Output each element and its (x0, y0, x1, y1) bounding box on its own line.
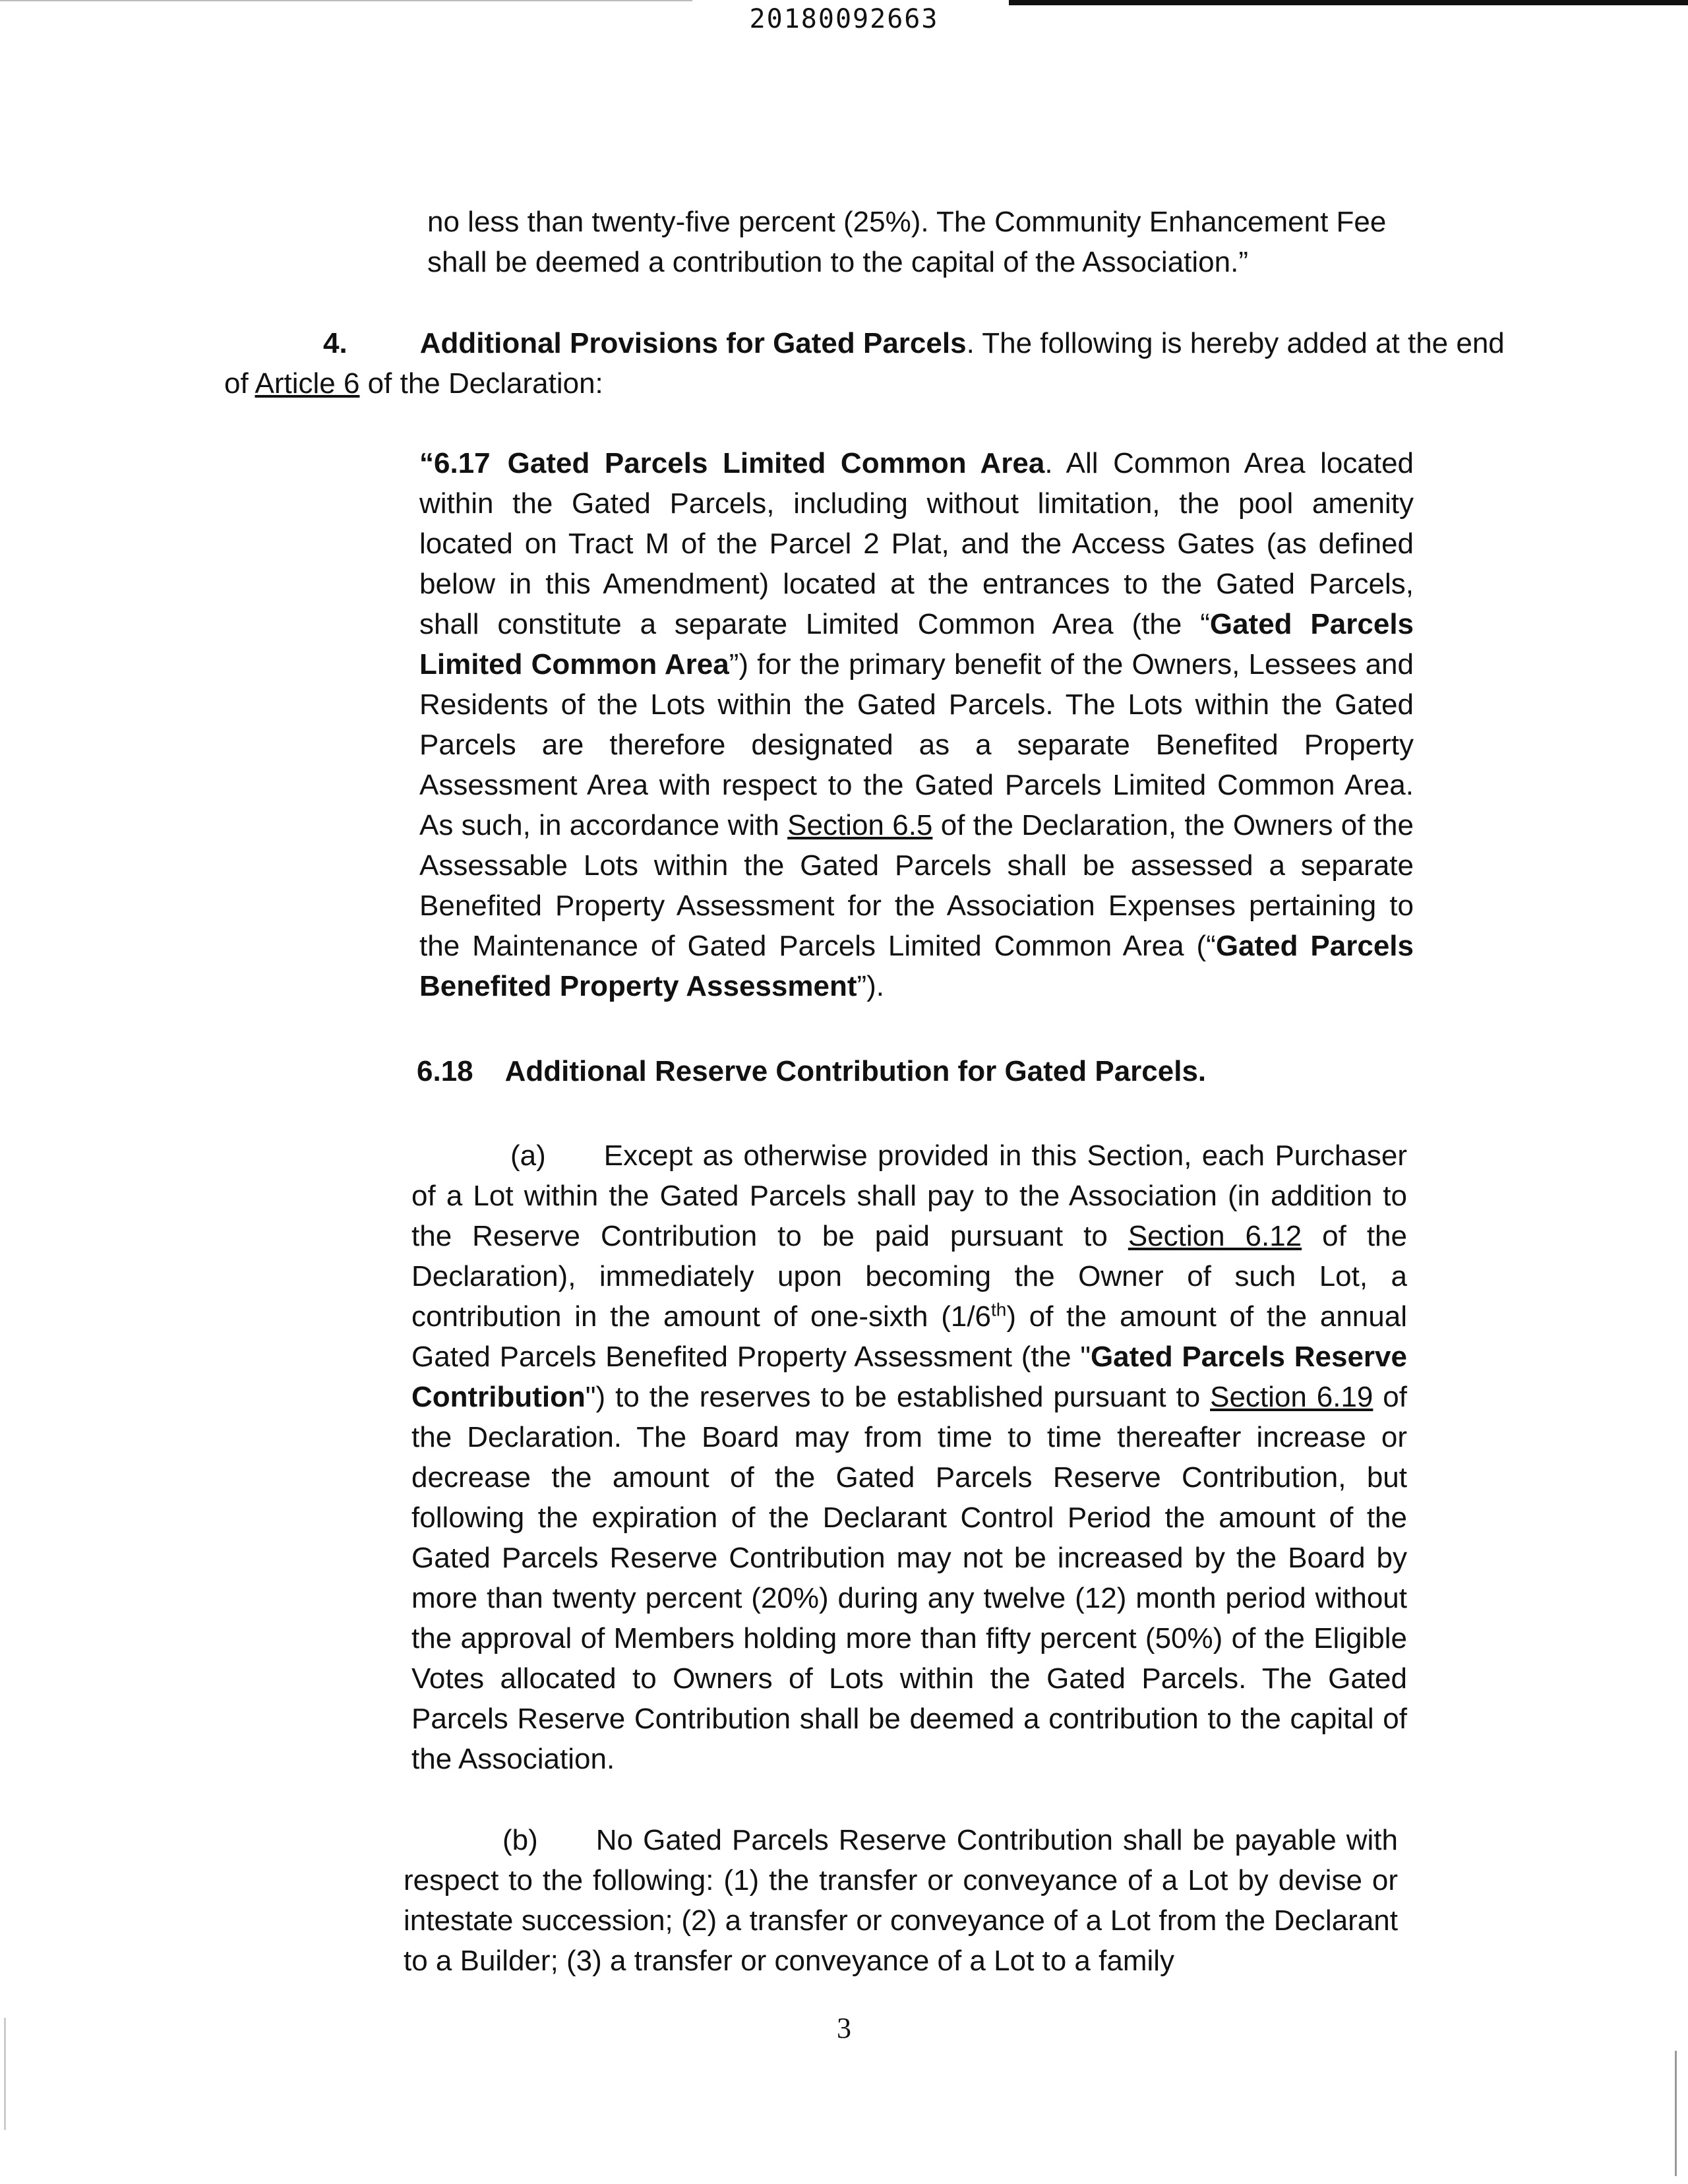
paragraph-a-label: (a) (510, 1139, 546, 1172)
continuation-paragraph (427, 202, 1423, 282)
section-6-18-heading (417, 1051, 1406, 1091)
scan-edge-right (1675, 2051, 1677, 2176)
paragraph-b-text: No Gated Parcels Reserve Contribution shall be payable with respect to the following: (1) the transfer or conveyance of a Lot by devise or intestate succession; (2) a transfer or conveyance of a Lot from the Declarant to a Builder; (3) a transfer or conveyance of a Lot to a family (404, 1824, 1398, 1977)
article-6-reference: Article 6 (255, 367, 360, 400)
paragraph-a (411, 1136, 1407, 1779)
section-6-18-number: 6.18 (417, 1055, 473, 1087)
section-6-19-reference: Section 6.19 (1210, 1381, 1373, 1413)
section-6-5-reference: Section 6.5 (787, 809, 933, 841)
superscript-th: th (991, 1299, 1007, 1320)
gated-parcels-limited-common-area-term: Gated Parcels Limited Common Area (419, 608, 1414, 681)
section-6-17-text-4: ”). (857, 970, 885, 1002)
section-6-17-label: “6.17 (419, 447, 491, 479)
section-4-title: Additional Provisions for Gated Parcels (419, 327, 967, 359)
paragraph-a-text-2: of the Declaration), immediately upon becoming the Owner of such Lot, a contribution in the amount of one-sixth (1/6 (411, 1220, 1407, 1333)
paragraph-b-label: (b) (502, 1824, 538, 1856)
paragraph-b (404, 1820, 1398, 1981)
section-4-number: 4. (323, 327, 347, 359)
page-number: 3 (837, 2012, 851, 2044)
section-4-text-b: of the Declaration: (359, 367, 603, 400)
gated-parcels-reserve-contribution-term: Gated Parcels Reserve Contribution (411, 1341, 1407, 1413)
paragraph-a-text-5: of the Declaration. The Board may from time to time thereafter increase or decrease the amount of the Gated Parcels Reserve Contribution, but following the expiration of the Declarant Control Period the amount of the Gated Parcels Reserve Contribution may not be increased by the Board by more than twenty percent (20%) during any twelve (12) month period without the approval of Members holding more than fifty percent (50%) of the Eligible Votes allocated to Owners of Lots within the Gated Parcels. The Gated Parcels Reserve Contribution shall be deemed a contribution to the capital of the Association. (411, 1381, 1408, 1775)
section-4-paragraph (224, 323, 1517, 404)
continuation-text: no less than twenty-five percent (25%). The Community Enhancement Fee shall be deemed a contribution to the capital of the Association.” (427, 206, 1387, 278)
section-6-17-title: Gated Parcels Limited Common Area (507, 447, 1045, 479)
paragraph-a-text-1: Except as otherwise provided in this Section, each Purchaser of a Lot within the Gated Parcels shall pay to the Association (in addition to the Reserve Contribution to be paid pursuant to (411, 1139, 1407, 1252)
scan-edge-top-left (0, 0, 692, 1)
section-6-17-text-3: of the Declaration, the Owners of the Assessable Lots within the Gated Parcels shall be assessed a separate Benefited Property Assessment for the Association Expenses pertaining to the Maintenance of Gated Parcels Limited Common Area (“ (419, 809, 1414, 962)
section-6-12-reference: Section 6.12 (1128, 1220, 1302, 1252)
section-6-18-title: Additional Reserve Contribution for Gated Parcels. (504, 1055, 1207, 1087)
section-4-text-a: . The following is hereby added at the end of (224, 327, 1505, 400)
gated-parcels-benefited-property-assessment-term: Gated Parcels Benefited Property Assessment (419, 930, 1414, 1002)
section-6-17-paragraph (419, 443, 1414, 1006)
paragraph-a-text-4: ") to the reserves to be established pursuant to (585, 1381, 1211, 1413)
paragraph-a-text-3: ) of the amount of the annual Gated Parcels Benefited Property Assessment (the " (411, 1300, 1407, 1373)
section-6-17-text-1: . All Common Area located within the Gated Parcels, including without limitation, the pool amenity located on Tract M of the Parcel 2 Plat, and the Access Gates (as defined below in this Amendment) located at the entrances to the Gated Parcels, shall constitute a separate Limited Common Area (the “ (419, 447, 1414, 640)
section-6-17-text-2: ”) for the primary benefit of the Owners, Lessees and Residents of the Lots within the Gated Parcels. The Lots within the Gated Parcels are therefore designated as a separate Benefited Property Assessment Area with respect to the Gated Parcels Limited Common Area. As such, in accordance with (419, 648, 1414, 841)
document-number: 20180092663 (749, 4, 939, 34)
